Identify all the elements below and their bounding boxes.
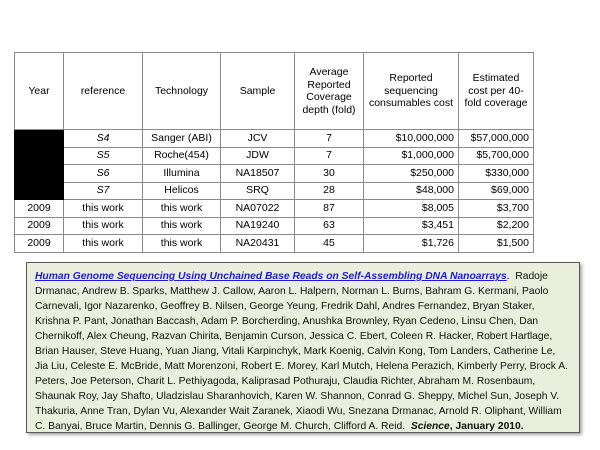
header-reference: reference <box>64 53 143 130</box>
table-row <box>15 235 534 253</box>
header-year: Year <box>15 53 64 130</box>
sample-cell: NA18507 <box>221 165 295 183</box>
table-row <box>15 130 534 148</box>
consumables-cost-cell: $250,000 <box>364 165 459 183</box>
sample-cell: NA07022 <box>221 200 295 218</box>
consumables-cost-cell: $1,000,000 <box>364 147 459 165</box>
sequencing-cost-table <box>14 52 534 253</box>
header-sample: Sample <box>221 53 295 130</box>
coverage-cell: 45 <box>295 235 364 253</box>
author-list: Radoje Drmanac, Andrew B. Sparks, Matthew J. Callow, Aaron L. Halpern, Norman L. Burns, Bahram G. Kermani, Paolo Carnevali, Igor Nazarenko, Geoffrey B. Nilsen, George Yeung, Fredrik Dahl, Andres Fernandez, Bryan Staker, Krishna P. Pant, Jonathan Baccash, Adam P. Borcherding, Anushka Brownley, Ryan Cedeno, Linsu Chen, Dan Chernikoff, Alex Cheung, Razvan Chirita, Benjamin Curson, Jessica C. Ebert, Coleen R. Hacker, Robert Hartlage, Brian Hauser, Steve Huang, Yuan Jiang, Vitali Karpinchyk, Mark Koenig, Calvin Kong, Tom Landers, Catherine Le, Jia Liu, Celeste E. McBride, Matt Morenzoni, Robert E. Morey, Karl Mutch, Helena Perazich, Kimberly Perry, Brock A. Peters, Joe Peterson, Charit L. Pethiyagoda, Kaliprasad Pothuraju, Claudia Richter, Abraham M. Rosenbaum, Shaunak Roy, Jay Shafto, Uladzislau Sharanhovich, Karen W. Shannon, Conrad G. Sheppy, Michel Sun, Joseph V. Thakuria, Anne Tran, Dylan Vu, Alexander Wait Zaranek, Xiaodi Wu, Snezana Drmanac, Arnold R. Oliphant, William C. Banyai, Bruce Martin, Dennis G. Ballinger, George M. Church, Clifford A. Reid. <box>35 271 568 432</box>
table-row <box>15 217 534 235</box>
coverage-cell: 63 <box>295 217 364 235</box>
header-coverage: Average Reported Coverage depth (fold) <box>295 53 364 130</box>
consumables-cost-cell: $10,000,000 <box>364 130 459 148</box>
cost-40fold-cell: $69,000 <box>459 182 534 200</box>
reference-cell: this work <box>64 200 143 218</box>
paper-title-link[interactable]: Human Genome Sequencing Using Unchained Base Reads on Self-Assembling DNA Nanoarrays <box>35 271 507 282</box>
reference-cell: S6 <box>64 165 143 183</box>
reference-cell: S7 <box>64 182 143 200</box>
technology-cell: this work <box>143 217 221 235</box>
cost-40fold-cell: $2,200 <box>459 217 534 235</box>
cost-40fold-cell: $57,000,000 <box>459 130 534 148</box>
year-cell: 2009 <box>15 217 64 235</box>
table-row <box>15 182 534 200</box>
citation-box <box>26 262 580 433</box>
consumables-cost-cell: $48,000 <box>364 182 459 200</box>
coverage-cell: 7 <box>295 147 364 165</box>
year-cell: 2009 <box>15 235 64 253</box>
sample-cell: NA19240 <box>221 217 295 235</box>
technology-cell: this work <box>143 200 221 218</box>
coverage-cell: 7 <box>295 130 364 148</box>
coverage-cell: 87 <box>295 200 364 218</box>
header-row <box>15 53 534 130</box>
coverage-cell: 30 <box>295 165 364 183</box>
coverage-cell: 28 <box>295 182 364 200</box>
technology-cell: Illumina <box>143 165 221 183</box>
reference-cell: S5 <box>64 147 143 165</box>
year-cell-redacted <box>15 130 64 200</box>
table-row <box>15 165 534 183</box>
consumables-cost-cell: $1,726 <box>364 235 459 253</box>
table-row <box>15 147 534 165</box>
technology-cell: Sanger (ABI) <box>143 130 221 148</box>
cost-40fold-cell: $1,500 <box>459 235 534 253</box>
sample-cell: JDW <box>221 147 295 165</box>
cost-40fold-cell: $5,700,000 <box>459 147 534 165</box>
cost-40fold-cell: $3,700 <box>459 200 534 218</box>
cost-40fold-cell: $330,000 <box>459 165 534 183</box>
table-row <box>15 200 534 218</box>
header-cost-40fold: Estimated cost per 40-fold coverage <box>459 53 534 130</box>
reference-cell: this work <box>64 217 143 235</box>
reference-cell: S4 <box>64 130 143 148</box>
sample-cell: NA20431 <box>221 235 295 253</box>
journal-name: Science <box>410 421 450 432</box>
technology-cell: this work <box>143 235 221 253</box>
header-consumables-cost: Reported sequencing consumables cost <box>364 53 459 130</box>
technology-cell: Helicos <box>143 182 221 200</box>
reference-cell: this work <box>64 235 143 253</box>
technology-cell: Roche(454) <box>143 147 221 165</box>
sample-cell: SRQ <box>221 182 295 200</box>
sample-cell: JCV <box>221 130 295 148</box>
publication-date: , January 2010. <box>449 421 524 432</box>
consumables-cost-cell: $8,005 <box>364 200 459 218</box>
consumables-cost-cell: $3,451 <box>364 217 459 235</box>
year-cell: 2009 <box>15 200 64 218</box>
title-period: . <box>506 271 510 282</box>
header-technology: Technology <box>143 53 221 130</box>
